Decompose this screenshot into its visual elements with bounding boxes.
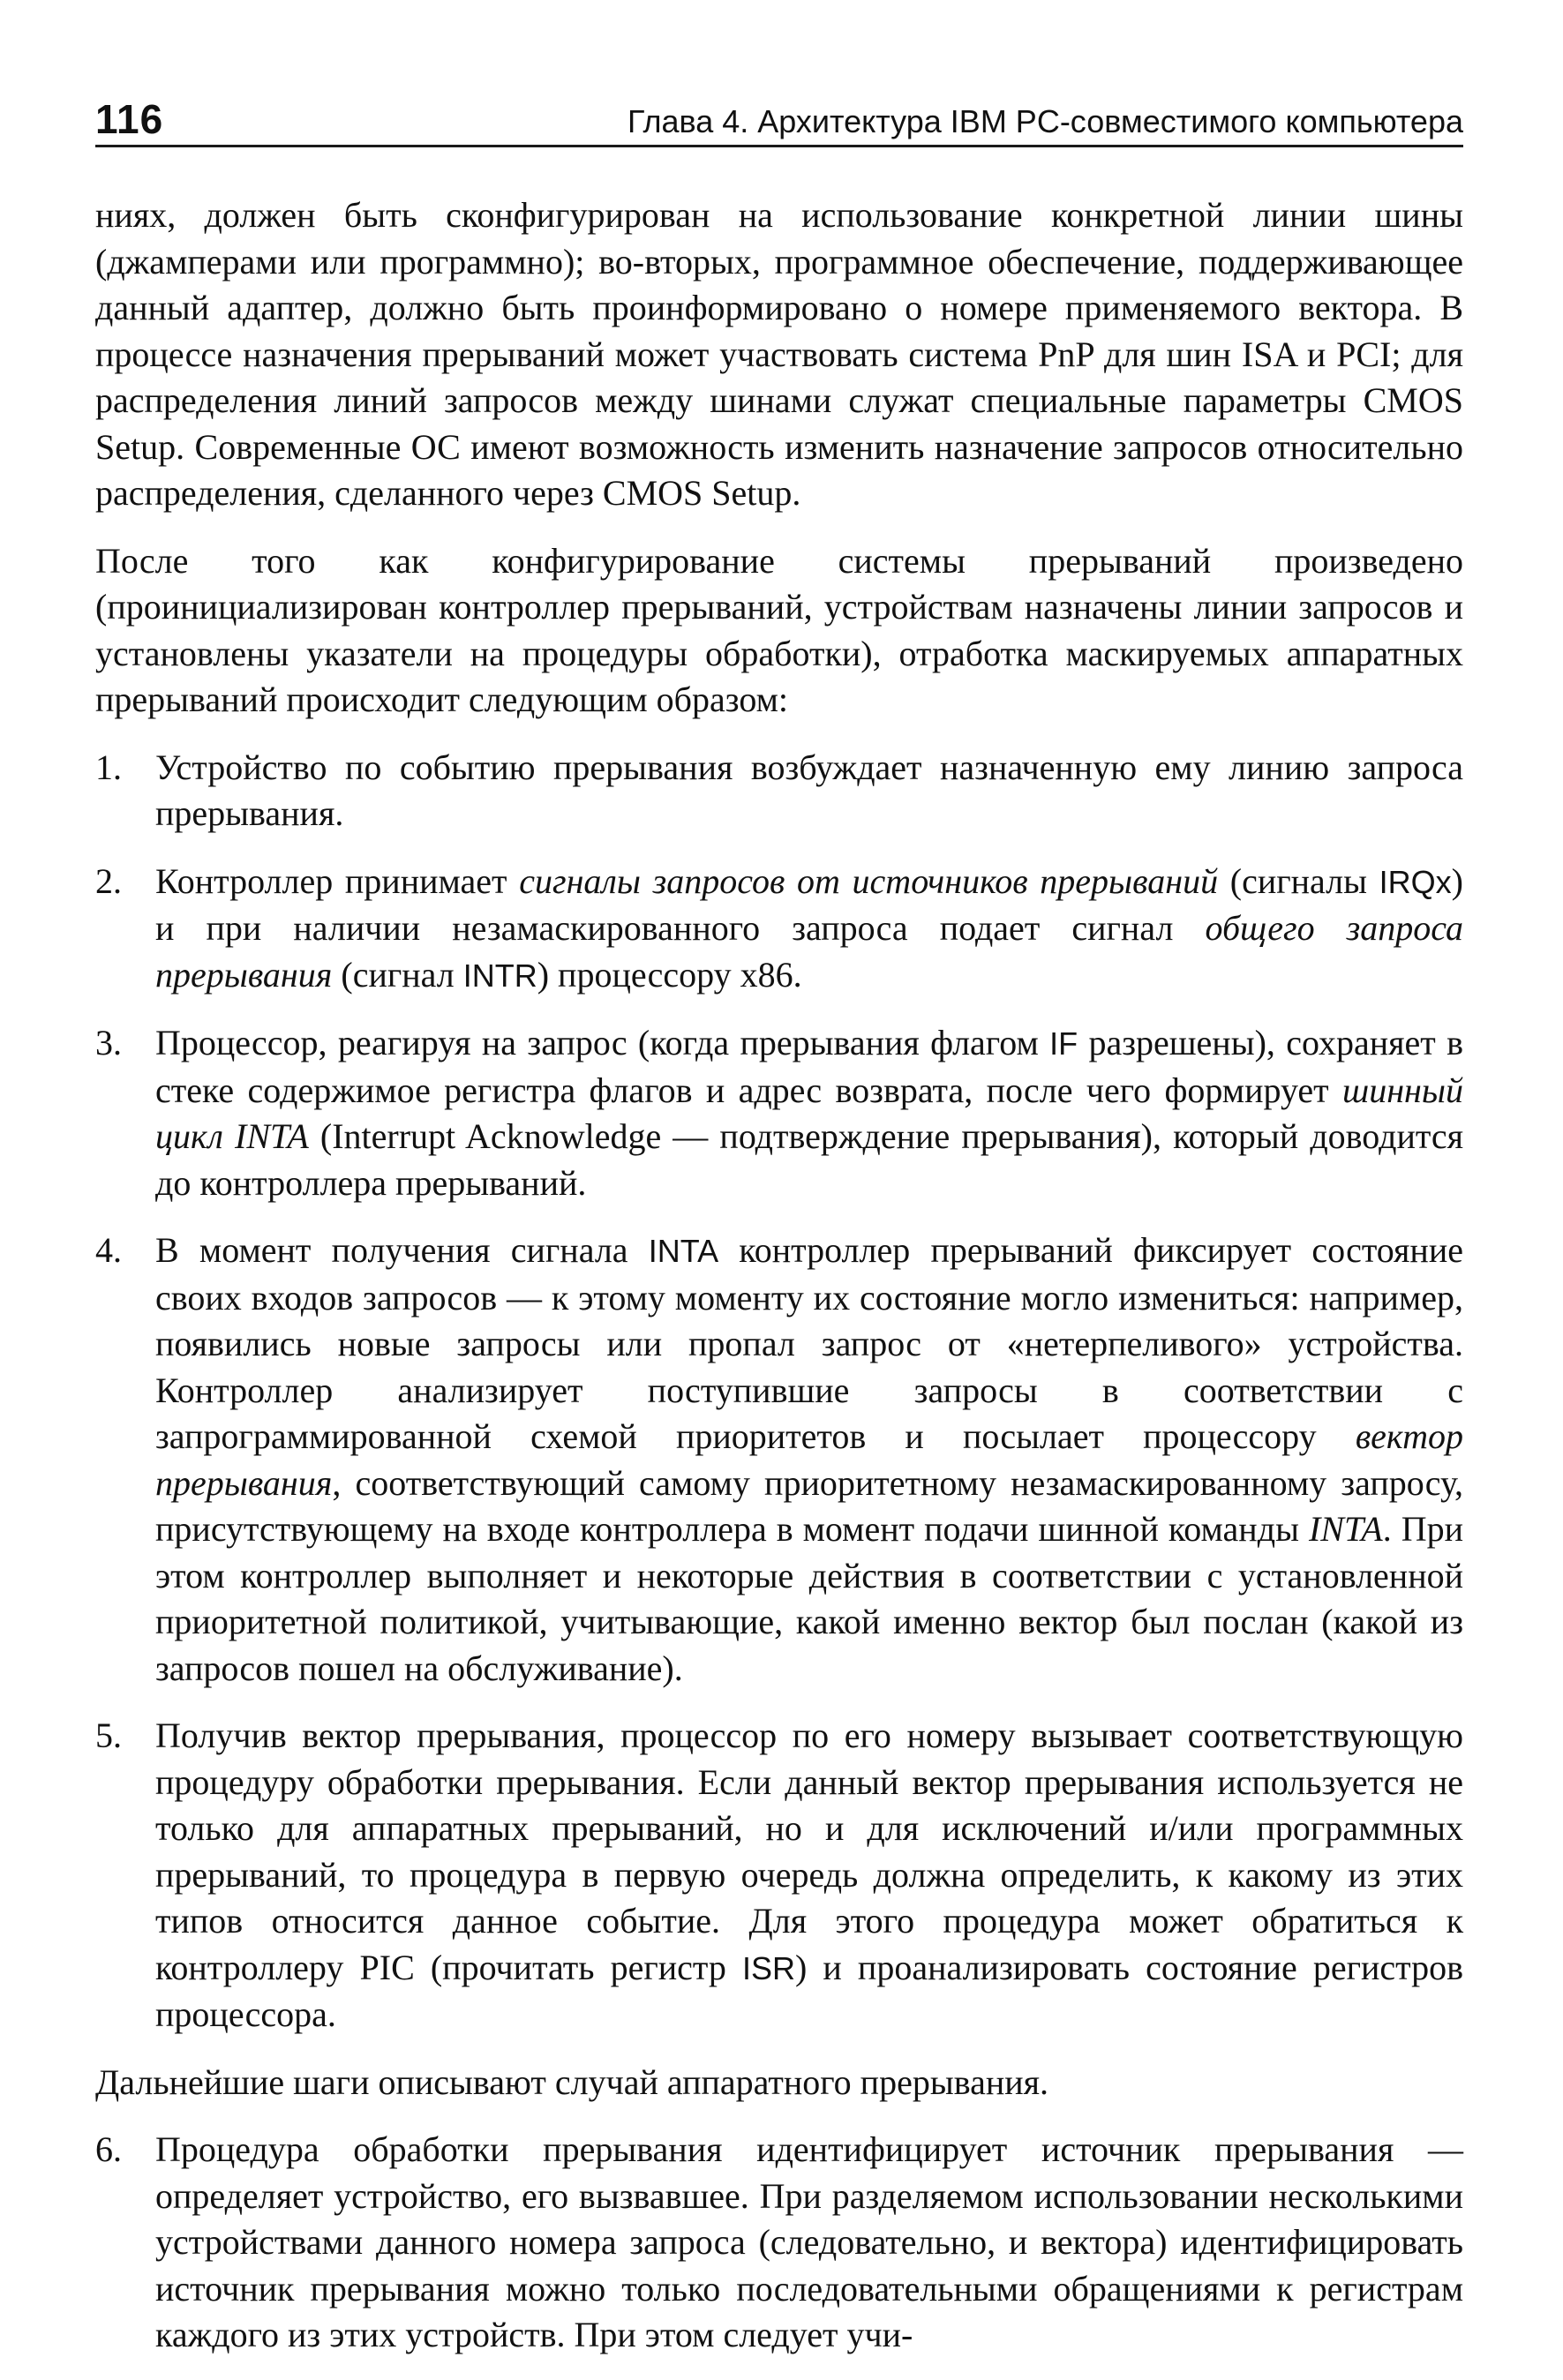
text-run: Получив вектор прерывания, процессор по его номеру вызывает соответствующую процедуру обработки прерывания. Если данный вектор прерывания используется не только для аппаратных прерываний, но и для исключений и/или программных прерываний, то процедура в первую очередь должна определить, к какому из этих типов относится данное событие. Для этого процедура может обратиться к контроллеру PIC (прочитать регистр (155, 1716, 1463, 1987)
list-item (95, 1713, 1463, 2038)
text-run: ) и проанализировать состояние регистров процессора. (155, 1947, 1463, 2034)
list-item-text (155, 859, 1463, 1000)
text-run: . При этом контроллер выполняет и некоторые действия в соответствии с установленной приоритетной политикой, учитывающие, какой именно вектор был послан (какой из запросов пошел на обслуживание). (155, 1509, 1463, 1688)
list-item-text (155, 1228, 1463, 1692)
signal-name: IRQx (1379, 863, 1452, 900)
signal-name: ISR (741, 1949, 795, 1986)
list-number: 5. (95, 1716, 122, 1755)
list-number: 6. (95, 2129, 122, 2169)
text-run: контроллер прерываний фиксирует состояние своих входов запросов — к этому моменту их состояние могло измениться: например, появились новые запросы или пропал запрос от «нетерпеливого» устройства. Контроллер анализирует поступившие запросы в соответствии с запрограммированной схемой приоритетов и посылает процессору (155, 1230, 1463, 1456)
list-item (95, 859, 1463, 1000)
signal-name: IF (1049, 1025, 1078, 1062)
emphasized-term: вектор прерывания (155, 1416, 1463, 1503)
numbered-list-continued (95, 2127, 1463, 2359)
list-note: Дальнейшие шаги описывают случай аппаратного прерывания. (95, 2061, 1049, 2102)
running-title: Глава 4. Архитектура IBM PC-совместимого компьютера (627, 103, 1463, 139)
text-run: Процессор, реагируя на запрос (когда прерывания флагом (155, 1023, 1050, 1062)
text-run: В момент получения сигнала (155, 1230, 649, 1270)
list-item-text (155, 1713, 1463, 2038)
list-item (95, 1228, 1463, 1692)
list-item (95, 1020, 1463, 1206)
list-item (95, 745, 1463, 837)
list-item-text (155, 2127, 1463, 2359)
page-body (95, 192, 1463, 2380)
text-run: ) процессору x86. (537, 954, 802, 995)
page-number: 116 (95, 96, 164, 142)
text-run: (сигнал (332, 954, 463, 995)
paragraph: ниях, должен быть сконфигурирован на использование конкретной линии шины (джамперами или программно); во-вторых, программное обеспечение, поддерживающее данный адаптер, должно быть проинформировано о номере применяемого вектора. В процессе назначения прерываний может участвовать система PnP для шин ISA и PCI; для распределения линий запросов между шинами служат специальные параметры CMOS Setup. Современные ОС имеют возможность изменить назначение запросов относительно распределения, сделанного через CMOS Setup. (95, 195, 1463, 513)
list-number: 1. (95, 747, 122, 787)
text-run: (Interrupt Acknowledge — подтверждение прерывания), который доводится до контроллера прерываний. (155, 1116, 1464, 1203)
emphasized-term: INTA (1308, 1509, 1383, 1549)
signal-name: INTR (462, 957, 537, 994)
list-item (95, 2127, 1463, 2359)
text-run: Устройство по событию прерывания возбуждает назначенную ему линию запроса прерывания. (155, 747, 1463, 833)
page-header (95, 95, 1463, 147)
list-item-text (155, 1020, 1463, 1206)
list-number: 2. (95, 860, 122, 901)
paragraph: После того как конфигурирование системы прерываний произведено (проинициализирован контроллер прерываний, устройствам назначены линии запросов и установлены указатели на процедуры обработки), отработка маскируемых аппаратных прерываний происходит следующим образом: (95, 540, 1463, 719)
text-run: разрешены), сохраняет в стеке содержимое регистра флагов и адрес возврата, после чего формирует (155, 1023, 1464, 1110)
text-run: Процедура обработки прерывания идентифицирует источник прерывания — определяет устройство, его вызвавшее. При разделяемом использовании несколькими устройствами данного номера запроса (следовательно, и вектора) идентифицировать источник прерывания можно только последовательными обращениями к регистрам каждого из этих устройств. При этом следует учи- (155, 2129, 1463, 2354)
text-run: ) и при наличии незамаскированного запроса подает сигнал (155, 860, 1463, 948)
signal-name: INTA (648, 1233, 719, 1269)
text-run: , соответствующий самому приоритетному незамаскированному запросу, присутствующему на входе контроллера в момент подачи шинной команды (155, 1462, 1463, 1549)
numbered-list (95, 745, 1463, 2038)
list-item-text (155, 745, 1463, 837)
list-number: 3. (95, 1023, 122, 1062)
list-number: 4. (95, 1230, 122, 1270)
emphasized-term: общего запроса прерывания (155, 908, 1463, 995)
text-run: Контроллер принимает (155, 860, 520, 901)
text-run: (сигналы (1218, 860, 1379, 901)
emphasized-term: шинный цикл INTA (155, 1070, 1463, 1156)
emphasized-term: сигналы запросов от источников прерываний (519, 860, 1219, 901)
